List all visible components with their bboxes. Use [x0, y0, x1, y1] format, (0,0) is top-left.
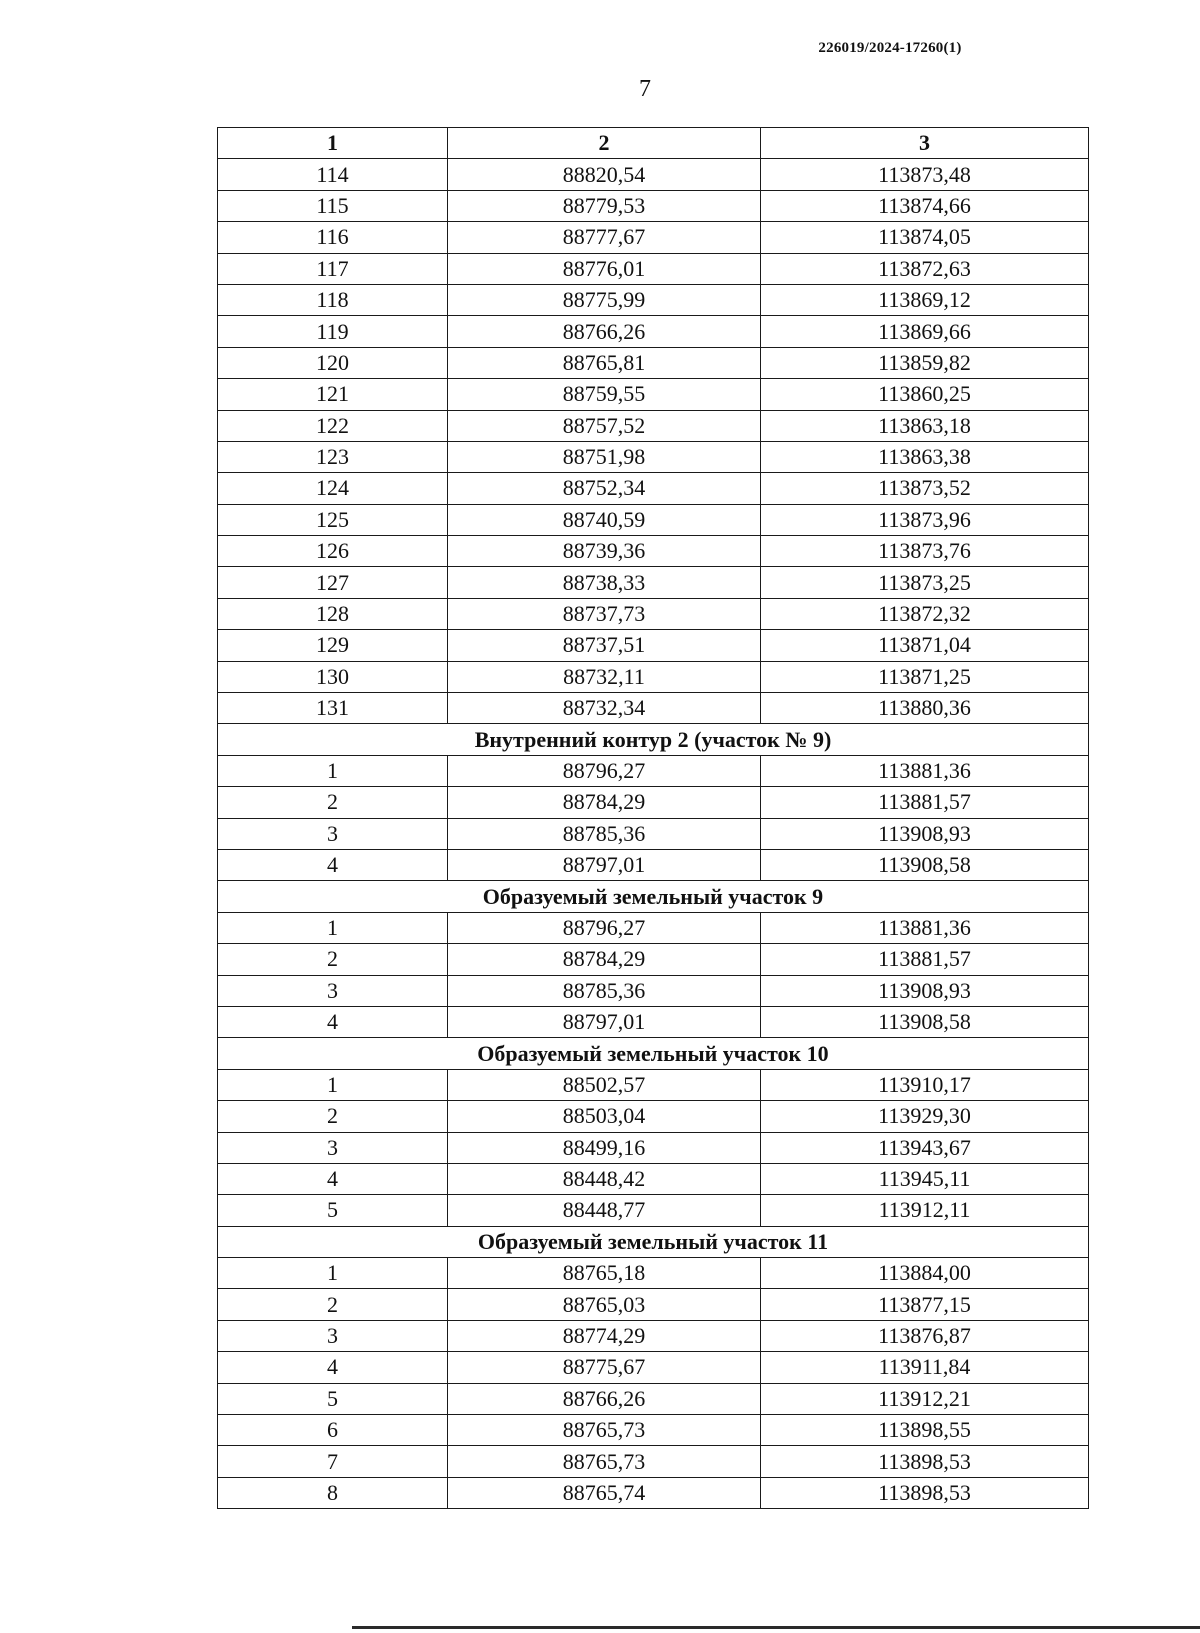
coordinate-y: 113873,48: [761, 159, 1089, 190]
point-number: 1: [218, 912, 448, 943]
coordinate-x: 88502,57: [448, 1069, 761, 1100]
section-row: [218, 1038, 1089, 1069]
point-number: 124: [218, 473, 448, 504]
point-number: 3: [218, 1132, 448, 1163]
coordinate-x: 88797,01: [448, 849, 761, 880]
table-row: [218, 222, 1089, 253]
table-row: [218, 284, 1089, 315]
coordinate-x: 88739,36: [448, 536, 761, 567]
coordinate-x: 88503,04: [448, 1101, 761, 1132]
table-row: [218, 253, 1089, 284]
coordinate-x: 88796,27: [448, 912, 761, 943]
coordinate-x: 88765,03: [448, 1289, 761, 1320]
section-title: Образуемый земельный участок 9: [218, 881, 1089, 912]
coordinate-x: 88732,11: [448, 661, 761, 692]
point-number: 4: [218, 1006, 448, 1037]
coordinate-y: 113881,57: [761, 787, 1089, 818]
coordinate-x: 88737,51: [448, 630, 761, 661]
point-number: 1: [218, 755, 448, 786]
coordinate-y: 113874,05: [761, 222, 1089, 253]
table-row: [218, 1006, 1089, 1037]
coordinate-y: 113908,93: [761, 818, 1089, 849]
coordinate-x: 88448,42: [448, 1163, 761, 1194]
coordinate-x: 88785,36: [448, 818, 761, 849]
point-number: 7: [218, 1446, 448, 1477]
point-number: 4: [218, 1352, 448, 1383]
coordinate-y: 113912,11: [761, 1195, 1089, 1226]
table-row: [218, 347, 1089, 378]
point-number: 8: [218, 1477, 448, 1508]
coordinate-x: 88752,34: [448, 473, 761, 504]
coordinate-x: 88774,29: [448, 1320, 761, 1351]
table-row: [218, 1101, 1089, 1132]
coordinate-x: 88757,52: [448, 410, 761, 441]
coordinate-x: 88820,54: [448, 159, 761, 190]
table-row: [218, 159, 1089, 190]
point-number: 128: [218, 598, 448, 629]
table-row: [218, 1132, 1089, 1163]
coordinate-y: 113872,63: [761, 253, 1089, 284]
coordinate-x: 88766,26: [448, 316, 761, 347]
coordinate-x: 88765,18: [448, 1258, 761, 1289]
coordinate-y: 113908,58: [761, 1006, 1089, 1037]
coordinate-x: 88759,55: [448, 379, 761, 410]
point-number: 1: [218, 1069, 448, 1100]
coordinate-x: 88796,27: [448, 755, 761, 786]
table-row: [218, 1415, 1089, 1446]
coordinate-y: 113943,67: [761, 1132, 1089, 1163]
coordinate-y: 113869,12: [761, 284, 1089, 315]
coordinate-x: 88797,01: [448, 1006, 761, 1037]
coordinate-y: 113871,04: [761, 630, 1089, 661]
point-number: 5: [218, 1383, 448, 1414]
coordinate-y: 113908,93: [761, 975, 1089, 1006]
point-number: 131: [218, 693, 448, 724]
coordinate-y: 113898,53: [761, 1446, 1089, 1477]
coordinate-y: 113876,87: [761, 1320, 1089, 1351]
coordinate-y: 113873,96: [761, 504, 1089, 535]
document-id: 226019/2024-17260(1): [818, 40, 962, 56]
coordinate-y: 113860,25: [761, 379, 1089, 410]
table-row: [218, 944, 1089, 975]
point-number: 114: [218, 159, 448, 190]
table-row: [218, 849, 1089, 880]
point-number: 3: [218, 818, 448, 849]
point-number: 3: [218, 1320, 448, 1351]
column-header: 3: [761, 128, 1089, 159]
section-title: Образуемый земельный участок 11: [218, 1226, 1089, 1257]
coordinate-y: 113910,17: [761, 1069, 1089, 1100]
point-number: 3: [218, 975, 448, 1006]
point-number: 122: [218, 410, 448, 441]
coordinate-y: 113898,53: [761, 1477, 1089, 1508]
coordinate-y: 113871,25: [761, 661, 1089, 692]
table-row: [218, 912, 1089, 943]
point-number: 117: [218, 253, 448, 284]
coordinate-y: 113908,58: [761, 849, 1089, 880]
coordinate-x: 88785,36: [448, 975, 761, 1006]
coordinate-y: 113872,32: [761, 598, 1089, 629]
coordinate-x: 88499,16: [448, 1132, 761, 1163]
point-number: 123: [218, 441, 448, 472]
coordinate-x: 88448,77: [448, 1195, 761, 1226]
header-row: [218, 128, 1089, 159]
coordinate-y: 113873,25: [761, 567, 1089, 598]
table-row: [218, 536, 1089, 567]
coordinate-y: 113873,76: [761, 536, 1089, 567]
point-number: 118: [218, 284, 448, 315]
column-header: 2: [448, 128, 761, 159]
point-number: 116: [218, 222, 448, 253]
coordinate-x: 88765,73: [448, 1415, 761, 1446]
section-row: [218, 881, 1089, 912]
coordinate-y: 113863,18: [761, 410, 1089, 441]
table-row: [218, 787, 1089, 818]
point-number: 121: [218, 379, 448, 410]
point-number: 4: [218, 1163, 448, 1194]
point-number: 5: [218, 1195, 448, 1226]
table-row: [218, 1069, 1089, 1100]
coordinate-x: 88784,29: [448, 944, 761, 975]
table-row: [218, 598, 1089, 629]
coordinate-x: 88784,29: [448, 787, 761, 818]
coordinate-y: 113877,15: [761, 1289, 1089, 1320]
point-number: 129: [218, 630, 448, 661]
coordinate-y: 113880,36: [761, 693, 1089, 724]
table-row: [218, 441, 1089, 472]
table-row: [218, 410, 1089, 441]
coordinate-y: 113873,52: [761, 473, 1089, 504]
coordinate-y: 113881,57: [761, 944, 1089, 975]
coordinate-y: 113869,66: [761, 316, 1089, 347]
scan-edge-line: [352, 1626, 1200, 1629]
coordinate-y: 113911,84: [761, 1352, 1089, 1383]
coordinate-y: 113884,00: [761, 1258, 1089, 1289]
coordinate-x: 88765,73: [448, 1446, 761, 1477]
section-title: Внутренний контур 2 (участок № 9): [218, 724, 1089, 755]
table-row: [218, 1352, 1089, 1383]
table-row: [218, 693, 1089, 724]
table-row: [218, 755, 1089, 786]
point-number: 2: [218, 787, 448, 818]
point-number: 127: [218, 567, 448, 598]
column-header: 1: [218, 128, 448, 159]
table-row: [218, 818, 1089, 849]
coordinate-x: 88738,33: [448, 567, 761, 598]
coordinate-x: 88740,59: [448, 504, 761, 535]
coordinate-y: 113863,38: [761, 441, 1089, 472]
point-number: 125: [218, 504, 448, 535]
coordinate-x: 88777,67: [448, 222, 761, 253]
coordinate-x: 88765,81: [448, 347, 761, 378]
table-body: [218, 159, 1089, 1509]
point-number: 130: [218, 661, 448, 692]
coordinate-x: 88751,98: [448, 441, 761, 472]
table-row: [218, 1477, 1089, 1508]
point-number: 120: [218, 347, 448, 378]
coordinate-y: 113945,11: [761, 1163, 1089, 1194]
coordinate-x: 88775,99: [448, 284, 761, 315]
table-header: [218, 128, 1089, 159]
table-row: [218, 316, 1089, 347]
point-number: 119: [218, 316, 448, 347]
section-row: [218, 1226, 1089, 1257]
coordinate-y: 113859,82: [761, 347, 1089, 378]
coordinate-x: 88776,01: [448, 253, 761, 284]
coordinate-x: 88732,34: [448, 693, 761, 724]
table-row: [218, 661, 1089, 692]
point-number: 6: [218, 1415, 448, 1446]
table-row: [218, 1383, 1089, 1414]
table-row: [218, 1195, 1089, 1226]
table-row: [218, 975, 1089, 1006]
coordinate-x: 88737,73: [448, 598, 761, 629]
coordinate-x: 88766,26: [448, 1383, 761, 1414]
page-number: 7: [639, 76, 651, 102]
table-row: [218, 1258, 1089, 1289]
coordinate-y: 113874,66: [761, 190, 1089, 221]
point-number: 4: [218, 849, 448, 880]
coordinate-y: 113929,30: [761, 1101, 1089, 1132]
point-number: 1: [218, 1258, 448, 1289]
point-number: 126: [218, 536, 448, 567]
table-row: [218, 190, 1089, 221]
point-number: 2: [218, 1289, 448, 1320]
table-row: [218, 567, 1089, 598]
table-row: [218, 379, 1089, 410]
point-number: 115: [218, 190, 448, 221]
table-row: [218, 504, 1089, 535]
point-number: 2: [218, 1101, 448, 1132]
table-row: [218, 1289, 1089, 1320]
coordinate-x: 88765,74: [448, 1477, 761, 1508]
section-row: [218, 724, 1089, 755]
coordinate-y: 113912,21: [761, 1383, 1089, 1414]
table-row: [218, 1446, 1089, 1477]
coordinate-y: 113881,36: [761, 912, 1089, 943]
coordinates-table: [217, 127, 1089, 1509]
coordinate-y: 113881,36: [761, 755, 1089, 786]
table-row: [218, 630, 1089, 661]
section-title: Образуемый земельный участок 10: [218, 1038, 1089, 1069]
coordinate-x: 88779,53: [448, 190, 761, 221]
point-number: 2: [218, 944, 448, 975]
table-row: [218, 1320, 1089, 1351]
coordinate-y: 113898,55: [761, 1415, 1089, 1446]
table-row: [218, 1163, 1089, 1194]
table-row: [218, 473, 1089, 504]
coordinate-x: 88775,67: [448, 1352, 761, 1383]
